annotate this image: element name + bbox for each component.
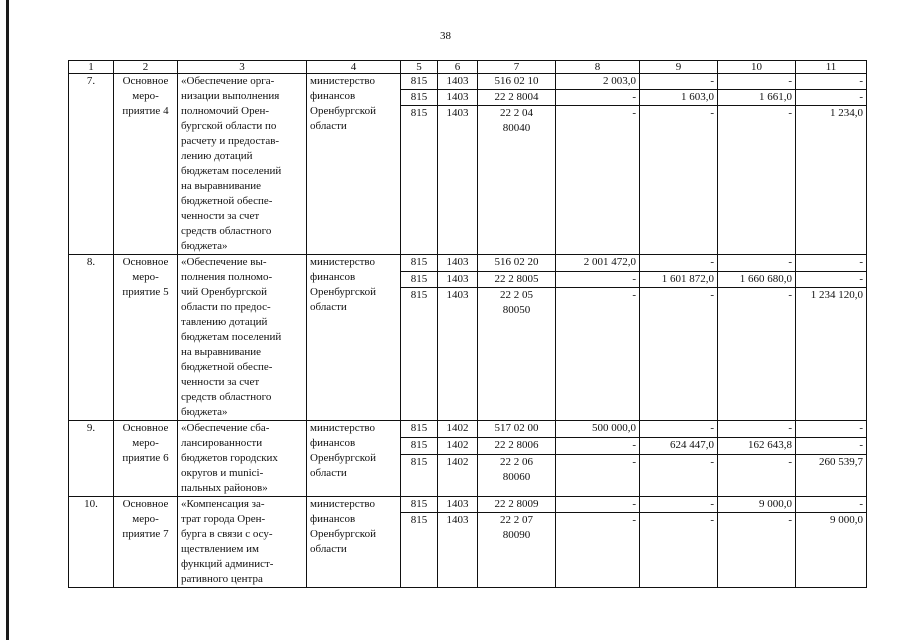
amount-col-8: - [556,106,640,255]
column-header-1: 1 [69,61,114,74]
amount-col-10: - [718,421,796,438]
ministry-code: 815 [401,106,438,255]
amount-col-9: - [640,74,718,90]
target-code: 22 2 04 80040 [478,106,556,255]
column-header-9: 9 [640,61,718,74]
amount-col-11: - [796,255,867,272]
ministry-code: 815 [401,497,438,513]
amount-col-11: - [796,437,867,454]
amount-col-10: - [718,74,796,90]
amount-col-9: 624 447,0 [640,437,718,454]
column-header-5: 5 [401,61,438,74]
amount-col-8: - [556,513,640,588]
section-code: 1403 [438,255,478,272]
row-number: 8. [69,255,114,421]
ministry-code: 815 [401,421,438,438]
amount-col-8: - [556,454,640,496]
table-row-group-8 [69,255,867,421]
column-header-4: 4 [307,61,401,74]
activity-type: Основное меро- приятие 6 [114,421,178,497]
amount-col-11: - [796,271,867,288]
amount-col-8: 2 003,0 [556,74,640,90]
amount-col-10: 1 661,0 [718,90,796,106]
section-code: 1403 [438,271,478,288]
amount-col-9: - [640,513,718,588]
amount-col-11: 260 539,7 [796,454,867,496]
amount-col-10: - [718,106,796,255]
target-code: 22 2 05 80050 [478,288,556,421]
section-code: 1403 [438,513,478,588]
section-code: 1402 [438,421,478,438]
column-header-2: 2 [114,61,178,74]
table-row-group-7 [69,74,867,255]
section-code: 1403 [438,497,478,513]
section-code: 1403 [438,74,478,90]
target-code: 516 02 10 [478,74,556,90]
amount-col-11: 1 234 120,0 [796,288,867,421]
ministry-code: 815 [401,437,438,454]
amount-col-11: - [796,497,867,513]
column-header-3: 3 [178,61,307,74]
section-code: 1402 [438,437,478,454]
amount-col-9: 1 603,0 [640,90,718,106]
table-row [69,74,867,90]
section-code: 1403 [438,90,478,106]
column-header-8: 8 [556,61,640,74]
amount-col-9: 1 601 872,0 [640,271,718,288]
executor: министерство финансов Оренбургской области [307,255,401,421]
amount-col-8: 2 001 472,0 [556,255,640,272]
target-code: 22 2 8006 [478,437,556,454]
amount-col-11: 9 000,0 [796,513,867,588]
column-header-6: 6 [438,61,478,74]
amount-col-11: - [796,421,867,438]
ministry-code: 815 [401,90,438,106]
amount-col-8: - [556,288,640,421]
amount-col-10: - [718,288,796,421]
ministry-code: 815 [401,255,438,272]
table-row-group-10 [69,497,867,588]
section-code: 1403 [438,288,478,421]
ministry-code: 815 [401,271,438,288]
row-number: 7. [69,74,114,255]
activity-description: «Компенсация за- трат города Орен- бурга в связи с осу- ществлением им функций админист- ративного центра [178,497,307,588]
executor: министерство финансов Оренбургской области [307,74,401,255]
amount-col-10: 1 660 680,0 [718,271,796,288]
amount-col-8: - [556,497,640,513]
table-row-group-9 [69,421,867,497]
amount-col-10: - [718,454,796,496]
target-code: 22 2 8004 [478,90,556,106]
amount-col-9: - [640,106,718,255]
ministry-code: 815 [401,74,438,90]
amount-col-11: - [796,90,867,106]
target-code: 22 2 07 80090 [478,513,556,588]
section-code: 1403 [438,106,478,255]
activity-description: «Обеспечение сба- лансированности бюджетов городских округов и munici- пальных районов» [178,421,307,497]
amount-col-8: 500 000,0 [556,421,640,438]
target-code: 22 2 8009 [478,497,556,513]
executor: министерство финансов Оренбургской области [307,421,401,497]
column-header-row [69,61,867,74]
target-code: 22 2 8005 [478,271,556,288]
activity-type: Основное меро- приятие 4 [114,74,178,255]
amount-col-10: - [718,513,796,588]
table-row [69,497,867,513]
amount-col-9: - [640,421,718,438]
ministry-code: 815 [401,288,438,421]
amount-col-10: 9 000,0 [718,497,796,513]
amount-col-8: - [556,90,640,106]
column-header-10: 10 [718,61,796,74]
budget-table [68,60,867,588]
page-number: 38 [440,30,451,42]
target-code: 517 02 00 [478,421,556,438]
activity-type: Основное меро- приятие 5 [114,255,178,421]
ministry-code: 815 [401,454,438,496]
amount-col-10: - [718,255,796,272]
amount-col-8: - [556,437,640,454]
ministry-code: 815 [401,513,438,588]
column-header-7: 7 [478,61,556,74]
target-code: 516 02 20 [478,255,556,272]
section-code: 1402 [438,454,478,496]
amount-col-11: - [796,74,867,90]
target-code: 22 2 06 80060 [478,454,556,496]
amount-col-9: - [640,255,718,272]
amount-col-9: - [640,454,718,496]
activity-description: «Обеспечение вы- полнения полномо- чий Оренбургской области по предос- тавлению дотаций бюджетам поселений на выравнивание бюджетной обеспе- ченности за счет средств областного бюджета» [178,255,307,421]
table-row [69,421,867,438]
amount-col-10: 162 643,8 [718,437,796,454]
amount-col-8: - [556,271,640,288]
activity-type: Основное меро- приятие 7 [114,497,178,588]
amount-col-9: - [640,497,718,513]
row-number: 9. [69,421,114,497]
row-number: 10. [69,497,114,588]
column-header-11: 11 [796,61,867,74]
amount-col-11: 1 234,0 [796,106,867,255]
executor: министерство финансов Оренбургской области [307,497,401,588]
amount-col-9: - [640,288,718,421]
activity-description: «Обеспечение орга- низации выполнения полномочий Орен- бургской области по расчету и предостав- лению дотаций бюджетам поселений на выравнивание бюджетной обеспе- ченности за счет средств областного бюджета» [178,74,307,255]
table-row [69,255,867,272]
scan-edge-line [6,0,9,640]
